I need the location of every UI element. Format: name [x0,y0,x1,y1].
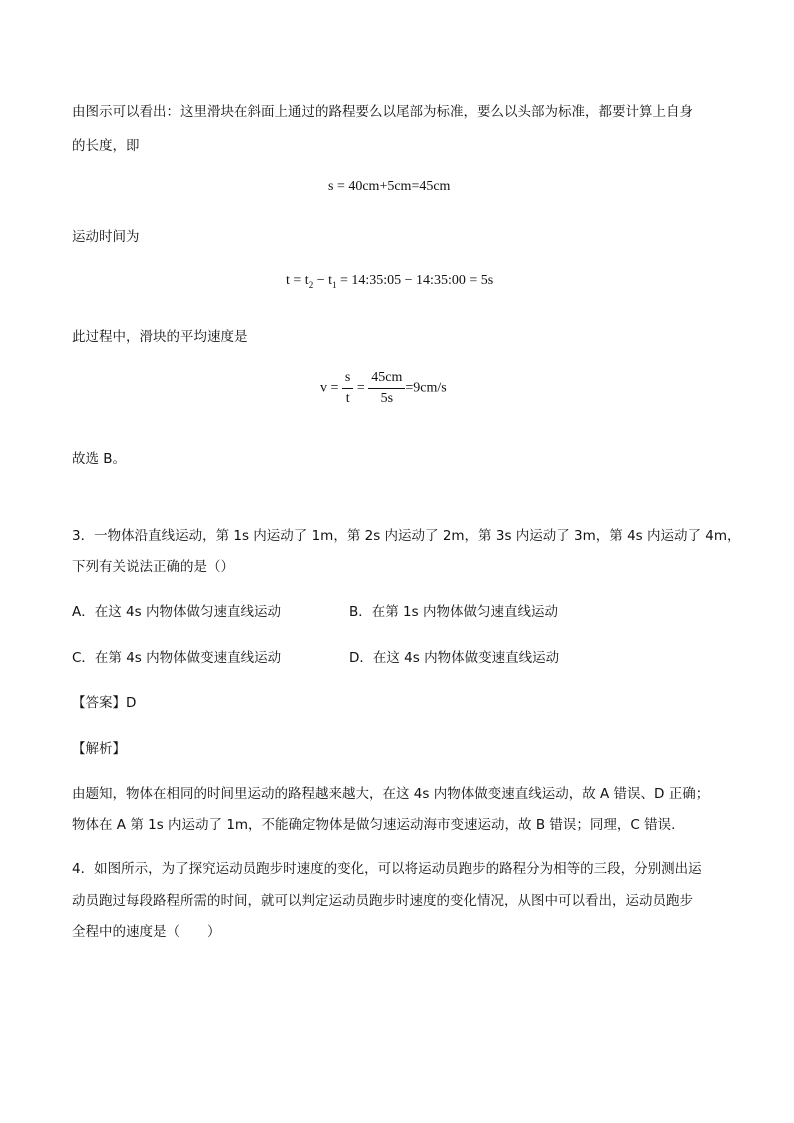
intro-line-1: 由图示可以看出：这里滑块在斜面上通过的路程要么以尾部为标准，要么以头部为标准，都要计算上自身 [72,104,693,120]
q4-line-2: 动员跑过每段路程所需的时间，就可以判定运动员跑步时速度的变化情况，从图中可以看出，运动员跑步 [72,893,693,909]
q3-option-c: C．在第 4s 内物体做变速直线运动 [72,650,282,666]
q3-analysis-line-2: 物体在 A 第 1s 内运动了 1m，不能确定物体是做匀速运动海市变速运动，故 B 错误；同理，C 错误. [72,817,676,833]
equation-time-sub2: 2 [308,279,314,290]
time-label: 运动时间为 [72,229,140,245]
q4-line-1: 4．如图所示，为了探究运动员跑步时速度的变化，可以将运动员跑步的路程分为相等的三段，分别测出运 [72,861,702,877]
q3-option-a: A．在这 4s 内物体做匀速直线运动 [72,604,281,620]
q4-line-3: 全程中的速度是（ ） [72,924,221,940]
q3-analysis-label: 【解析】 [72,741,126,757]
fraction-s-over-t [342,370,353,407]
fraction-denominator-5s: 5s [380,391,394,406]
equation-time-rhs: = 14:35:05 − 14:35:00 = 5s [336,273,494,288]
equation-time-lhs: t = t [286,273,309,288]
q3-option-b: B．在第 1s 内物体做匀速直线运动 [349,604,558,620]
intro-line-2: 的长度，即 [72,138,140,154]
fraction-numerator-45cm: 45cm [368,370,405,389]
equation-time-sub1: 1 [331,279,337,290]
q3-option-d: D．在这 4s 内物体做变速直线运动 [349,650,560,666]
fraction-45cm-over-5s [368,370,405,407]
equation-speed [320,370,447,407]
q3-line-2: 下列有关说法正确的是（） [72,559,234,575]
equation-time-mid: − t [313,273,332,288]
avg-speed-label: 此过程中，滑块的平均速度是 [72,329,248,345]
fraction-denominator-t: t [345,391,350,406]
q3-line-1: 3．一物体沿直线运动，第 1s 内运动了 1m，第 2s 内运动了 2m，第 3s 内运动了 3m，第 4s 内运动了 4m， [72,528,741,544]
equation-speed-result: =9cm/s [405,380,447,396]
equation-distance: s = 40cm+5cm=45cm [328,179,451,194]
fraction-numerator-s: s [342,370,353,389]
answer-b-text: 故选 B。 [72,451,127,467]
equation-speed-eq1: = [327,380,342,396]
q3-answer: 【答案】D [72,695,137,711]
equation-speed-eq2: = [353,380,369,396]
equation-speed-v: v [320,380,327,396]
q3-analysis-line-1: 由题知，物体在相同的时间里运动的路程越来越大，在这 4s 内物体做变速直线运动，故 A 错误、D 正确； [72,786,710,802]
equation-time [286,273,493,290]
